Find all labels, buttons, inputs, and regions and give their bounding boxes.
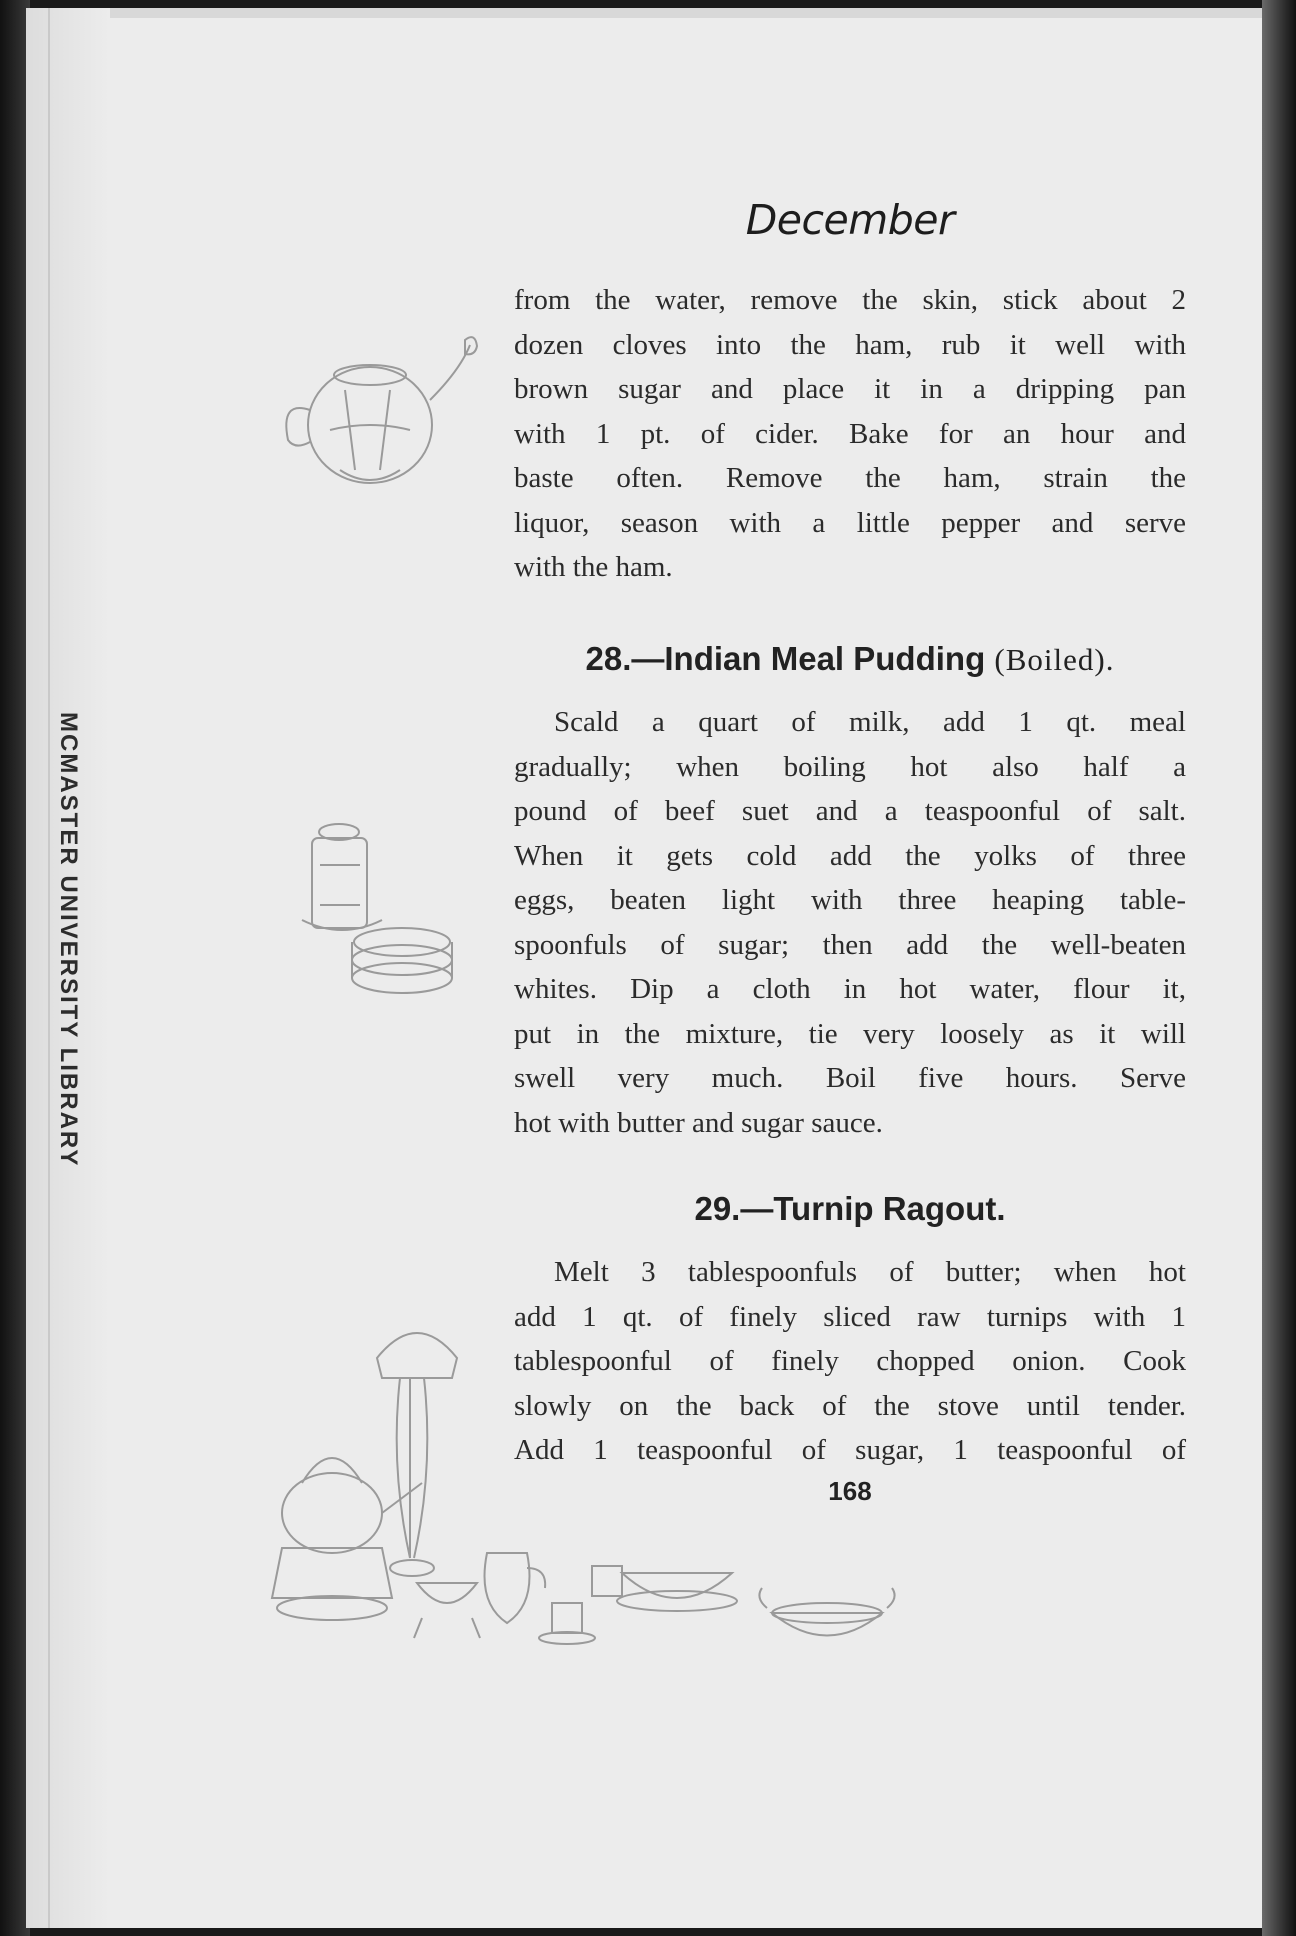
text-line: pound of beef suet and a teaspoonful of salt.: [514, 795, 1186, 827]
text-line: dozen cloves into the ham, rub it well with: [514, 328, 1186, 361]
text-line: baste often. Remove the ham, strain the: [514, 462, 1186, 494]
text-line: spoonfuls of sugar; then add the well-beaten: [514, 928, 1186, 961]
text-line: gradually; when boiling hot also half a: [514, 750, 1186, 783]
text-line: whites. Dip a cloth in hot water, flour it,: [514, 973, 1186, 1005]
teapot-illustration: [270, 330, 480, 510]
text-line: eggs, beaten light with three heaping table-: [514, 884, 1186, 916]
text-line: When it gets cold add the yolks of three: [514, 839, 1186, 872]
text-line: liquor, season with a little pepper and serve: [514, 506, 1186, 539]
text-line: Scald a quart of milk, add 1 qt. meal: [554, 706, 1186, 738]
text-line: add 1 qt. of finely sliced raw turnips with 1: [514, 1300, 1186, 1333]
text-line: with 1 pt. of cider. Bake for an hour and: [514, 417, 1186, 450]
text-line: tablespoonful of finely chopped onion. Cook: [514, 1345, 1186, 1377]
recipe-28-title: 28.—Indian Meal Pudding: [585, 640, 986, 677]
text-line: Add 1 teaspoonful of sugar, 1 teaspoonful of: [514, 1434, 1186, 1466]
canister-and-plates-illustration: [292, 810, 462, 1000]
text-line: Melt 3 tablespoonfuls of butter; when hot: [554, 1256, 1186, 1288]
text-line: swell very much. Boil five hours. Serve: [514, 1062, 1186, 1094]
continuation-paragraph: [514, 278, 1186, 590]
page-number: 168: [828, 1476, 872, 1506]
page-top-edge: [110, 8, 1270, 18]
library-stamp: MCMASTER UNIVERSITY LIBRARY: [55, 712, 82, 1168]
recipe-28-paragraph: [514, 700, 1186, 1145]
text-line: brown sugar and place it in a dripping pan: [514, 373, 1186, 405]
text-line: slowly on the back of the stove until tender.: [514, 1389, 1186, 1422]
text-line: from the water, remove the skin, stick about 2: [514, 284, 1186, 316]
text-line: hot with butter and sugar sauce.: [514, 1106, 883, 1139]
book-right-edge: [1262, 0, 1296, 1936]
text-line: put in the mixture, tie very loosely as it will: [514, 1017, 1186, 1050]
recipe-28-note: (Boiled).: [994, 642, 1115, 677]
recipe-29-heading: 29.—Turnip Ragout.: [694, 1190, 1006, 1227]
recipe-28-heading: [514, 640, 1186, 678]
recipe-29-paragraph: [514, 1250, 1186, 1473]
running-header: December: [745, 196, 955, 244]
text-line: with the ham.: [514, 551, 673, 583]
